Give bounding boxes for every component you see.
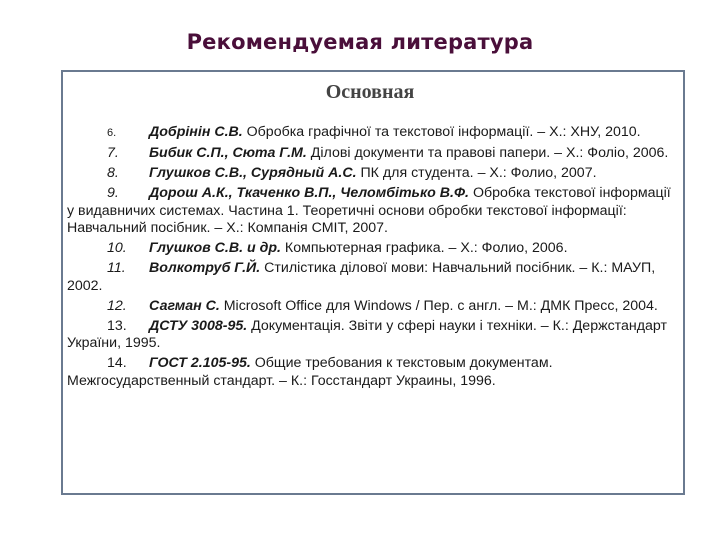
reference-item [67, 240, 673, 258]
reference-text: Стилістика ділової мови: Навчальний посібник. – К.: МАУП, 2002. [67, 260, 656, 294]
reference-number: 10. [107, 240, 127, 256]
reference-number: 14. [107, 355, 127, 371]
reference-number: 12. [107, 297, 127, 314]
reference-authors: ГОСТ 2.105-95. [149, 355, 251, 371]
reference-text: Обробка графічної та текстової інформації. – Х.: ХНУ, 2010. [242, 124, 641, 140]
reference-authors: Волкотруб Г.Й. [149, 260, 261, 276]
reference-number: 9. [107, 185, 119, 201]
reference-authors: Бибик С.П., Сюта Г.М. [149, 145, 307, 161]
reference-text: Компьютерная графика. – Х.: Фолио, 2006. [280, 240, 568, 256]
reference-item [67, 260, 673, 295]
reference-number: 8. [107, 165, 119, 181]
reference-number: 6. [107, 127, 117, 139]
section-heading: Основная [325, 81, 415, 103]
reference-item [67, 145, 673, 163]
reference-text: Ділові документи та правові папери. – Х.: Фоліо, 2006. [306, 145, 669, 161]
reference-text: ПК для студента. – Х.: Фолио, 2007. [356, 165, 597, 181]
reference-number: 11. [107, 260, 126, 276]
reference-list [67, 124, 673, 390]
reference-number: 7. [107, 145, 119, 161]
reference-item [67, 355, 673, 390]
reference-authors: Глушков С.В. и др. [149, 240, 281, 256]
reference-authors: Добрінін С.В. [149, 124, 243, 140]
reference-authors: Глушков С.В., Сурядный А.С. [149, 165, 357, 181]
references-frame [61, 70, 685, 495]
reference-authors: ДСТУ 3008-95. [149, 317, 248, 334]
slide-title: Рекомендуемая литература [186, 30, 534, 54]
reference-authors: Сагман С. [149, 297, 220, 314]
reference-number: 13. [107, 317, 127, 334]
reference-text: Общие требования к текстовым документам. Межгосударственный стандарт. – К.: Госстандарт Украины, 1996. [67, 355, 553, 389]
reference-item [67, 318, 673, 353]
reference-item [67, 298, 673, 316]
reference-text: Microsoft Office для Windows / Пер. с англ. – М.: ДМК Пресс, 2004. [219, 297, 658, 314]
reference-item [67, 185, 673, 238]
reference-text: Документація. Звіти у сфері науки і техніки. – К.: Держстандарт України, 1995. [67, 317, 667, 351]
reference-item [67, 165, 673, 183]
reference-authors: Дорош А.К., Ткаченко В.П., Челомбітько В.Ф. [149, 185, 469, 201]
reference-text: Обробка текстової інформації у видавничих системах. Частина 1. Теоретичні основи обробки текстової інформації: Навчальний посібник. – Х.: Компанія СМІТ, 2007. [67, 185, 671, 236]
reference-item [67, 124, 673, 143]
